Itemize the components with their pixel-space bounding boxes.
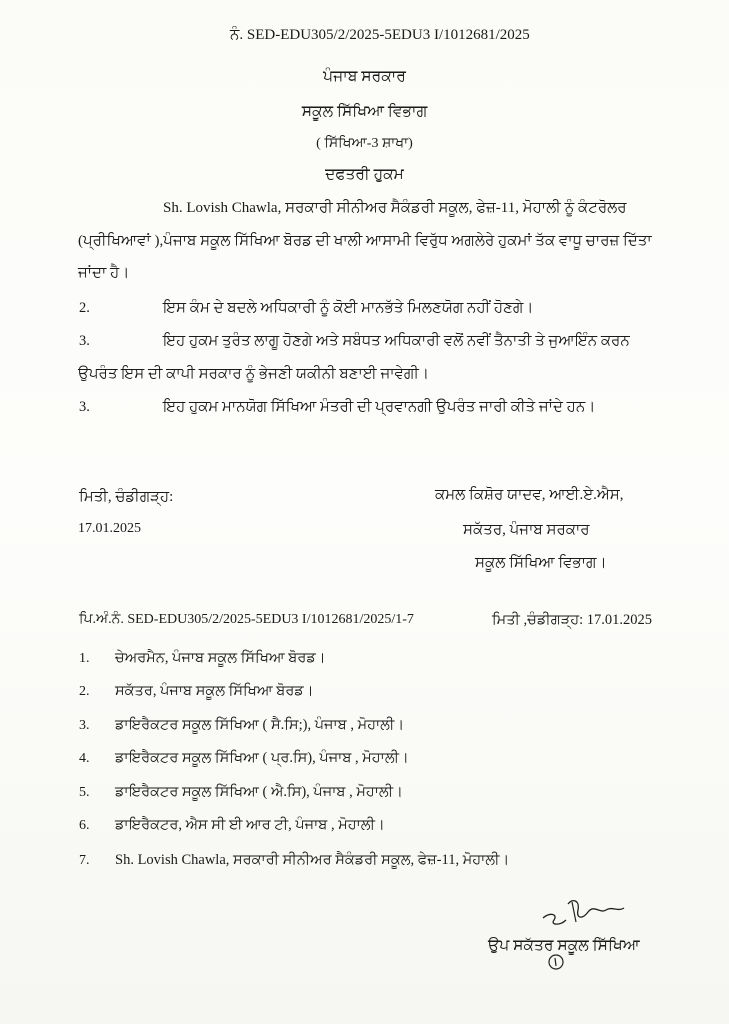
officer-department: ਸਕੂਲ ਸਿੱਖਿਆ ਵਿਭਾਗ। [475,555,607,571]
distribution-number: 6. [79,818,90,833]
para1-line3: ਜਾਂਦਾ ਹੈ। [78,265,130,281]
distribution-item: ਸਕੱਤਰ, ਪੰਜਾਬ ਸਕੂਲ ਸਿੱਖਿਆ ਬੋਰਡ। [115,683,314,699]
reference-number: ਨੰ. SED-EDU305/2/2025-5EDU3 I/1012681/2025 [230,27,530,43]
distribution-number: 1. [79,651,90,666]
officer-name: ਕਮਲ ਕਿਸ਼ੋਰ ਯਾਦਵ, ਆਈ.ਏ.ਐਸ, [435,487,624,503]
deputy-secretary-title: ਉਪ ਸਕੱਤਰ ਸਕੂਲ ਸਿੱਖਿਆ [488,937,640,954]
government-heading: ਪੰਜਾਬ ਸਰਕਾਰ [323,68,406,85]
para4-line1: ਇਹ ਹੁਕਮ ਮਾਨਯੋਗ ਸਿੱਖਿਆ ਮੰਤਰੀ ਦੀ ਪ੍ਰਵਾਨਗੀ ਉਪਰੰਤ ਜਾਰੀ ਕੀਤੇ ਜਾਂਦੇ ਹਨ। [163,399,596,415]
distribution-number: 7. [79,853,90,868]
para3-line2: ਉਪਰੰਤ ਇਸ ਦੀ ਕਾਪੀ ਸਰਕਾਰ ਨੂੰ ਭੇਜਣੀ ਯਕੀਨੀ ਬਣਾਈ ਜਾਵੇਗੀ। [78,366,430,382]
distribution-item: ਚੇਅਰਮੈਨ, ਪੰਜਾਬ ਸਕੂਲ ਸਿੱਖਿਆ ਬੋਰਡ। [115,650,326,666]
para3-line1: ਇਹ ਹੁਕਮ ਤੁਰੰਤ ਲਾਗੂ ਹੋਣਗੇ ਅਤੇ ਸਬੰਧਤ ਅਧਿਕਾਰੀ ਵਲੋਂ ਨਵੀਂ ਤੈਨਾਤੀ ਤੇ ਜੁਆਇੰਨ ਕਰਨ [163,333,630,349]
distribution-item: ਡਾਇਰੈਕਟਰ ਸਕੂਲ ਸਿੱਖਿਆ ( ਸੈ.ਸਿ;), ਪੰਜਾਬ , ਮੋਹਾਲੀ। [115,717,405,733]
branch-heading: ( ਸਿੱਖਿਆ-3 ਸ਼ਾਖਾ) [316,136,413,151]
endorsement-date: ਮਿਤੀ ,ਚੰਡੀਗੜ੍ਹ: 17.01.2025 [492,612,653,628]
department-heading: ਸਕੂਲ ਸਿੱਖਿਆ ਵਿਭਾਗ [301,103,428,120]
distribution-item: ਡਾਇਰੈਕਟਰ, ਐਸ ਸੀ ਈ ਆਰ ਟੀ, ਪੰਜਾਬ , ਮੋਹਾਲੀ। [115,817,385,833]
distribution-number: 3. [79,718,90,733]
para2-line1: ਇਸ ਕੰਮ ਦੇ ਬਦਲੇ ਅਧਿਕਾਰੀ ਨੂੰ ਕੋਈ ਮਾਨਭੱਤੇ ਮਿਲਣਯੋਗ ਨਹੀਂ ਹੋਣਗੇ। [163,300,534,316]
order-title: ਦਫਤਰੀ ਹੁਕਮ [325,166,404,183]
handwritten-signature [538,890,628,975]
distribution-number: 4. [79,751,90,766]
endorsement-reference: ਪਿ.ਅੰ.ਨੰ. SED-EDU305/2/2025-5EDU3 I/1012681/2025/1-7 [79,612,414,627]
distribution-item: ਡਾਇਰੈਕਟਰ ਸਕੂਲ ਸਿੱਖਿਆ ( ਐ.ਸਿ), ਪੰਜਾਬ , ਮੋਹਾਲੀ। [115,784,403,800]
order-date: 17.01.2025 [78,521,141,536]
distribution-number: 5. [79,785,90,800]
para4-number: 3. [79,399,90,415]
distribution-number: 2. [79,684,90,699]
para2-number: 2. [79,300,90,316]
place-date-label: ਮਿਤੀ, ਚੰਡੀਗੜ੍ਹ: [79,489,174,505]
distribution-item: Sh. Lovish Chawla, ਸਰਕਾਰੀ ਸੀਨੀਅਰ ਸੈਕੰਡਰੀ ਸਕੂਲ, ਫੇਜ਼-11, ਮੋਹਾਲੀ। [115,852,510,868]
para1-line2: (ਪ੍ਰੀਖਿਆਵਾਂ ),ਪੰਜਾਬ ਸਕੂਲ ਸਿੱਖਿਆ ਬੋਰਡ ਦੀ ਖਾਲੀ ਆਸਾਮੀ ਵਿਰੁੱਧ ਅਗਲੇਰੇ ਹੁਕਮਾਂ ਤੱਕ ਵਾਧੂ ਚਾਰਜ਼ ਦਿੱਤਾ [78,233,652,249]
para3-number: 3. [79,333,90,349]
distribution-item: ਡਾਇਰੈਕਟਰ ਸਕੂਲ ਸਿੱਖਿਆ ( ਪ੍ਰ.ਸਿ), ਪੰਜਾਬ , ਮੋਹਾਲੀ। [115,750,409,766]
para1-line1: Sh. Lovish Chawla, ਸਰਕਾਰੀ ਸੀਨੀਅਰ ਸੈਕੰਡਰੀ ਸਕੂਲ, ਫੇਜ਼-11, ਮੋਹਾਲੀ ਨੂੰ ਕੰਟਰੋਲਰ [163,200,627,216]
officer-title: ਸਕੱਤਰ, ਪੰਜਾਬ ਸਰਕਾਰ [463,522,590,538]
